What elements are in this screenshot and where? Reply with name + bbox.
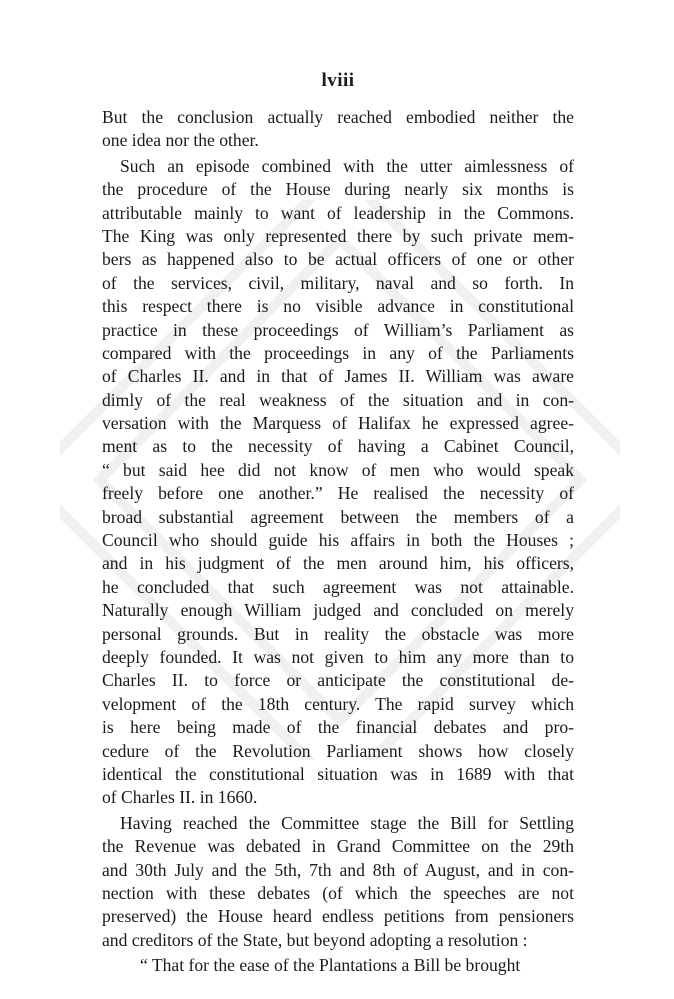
- text-line: dimly of the real weakness of the situation and in con-: [102, 389, 574, 410]
- text-line: versation with the Marquess of Halifax he expressed agree-: [102, 413, 574, 434]
- text-line: the Revenue was debated in Grand Committee on the 29th: [102, 836, 574, 857]
- text-line: deeply founded. It was not given to him any more than to: [102, 646, 574, 667]
- text-line: “ but said hee did not know of men who would speak: [102, 459, 574, 480]
- text-line: velopment of the 18th century. The rapid survey which: [102, 693, 574, 714]
- text-line: “ That for the ease of the Plantations a Bill be brought: [140, 955, 521, 976]
- text-line: of Charles II. in 1660.: [102, 787, 258, 808]
- paragraph: [102, 954, 574, 977]
- text-line: attributable mainly to want of leadership in the Commons.: [102, 202, 574, 223]
- text-line: Such an episode combined with the utter aimlessness of: [120, 155, 574, 176]
- paragraph: [102, 812, 574, 952]
- text-line: The King was only represented there by such private mem-: [102, 225, 574, 246]
- text-line: Charles II. to force or anticipate the constitutional de-: [102, 670, 574, 691]
- text-line: Naturally enough William judged and concluded on merely: [102, 600, 574, 621]
- text-line: ment as to the necessity of having a Cabinet Council,: [102, 436, 574, 457]
- paragraph: [102, 106, 574, 153]
- text-line: and creditors of the State, but beyond adopting a resolution :: [102, 929, 528, 950]
- text-line: bers as happened also to be actual officers of one or other: [102, 249, 574, 270]
- text-line: compared with the proceedings in any of the Parliaments: [102, 342, 574, 363]
- book-page: [102, 66, 574, 977]
- text-line: But the conclusion actually reached embodied neither the: [102, 107, 574, 127]
- paragraph: [102, 155, 574, 810]
- text-line: Having reached the Committee stage the Bill for Settling: [120, 812, 574, 833]
- text-line: one idea nor the other.: [102, 130, 259, 151]
- page-number: lviii: [321, 70, 355, 91]
- text-line: identical the constitutional situation was in 1689 with that: [102, 763, 574, 784]
- text-line: Council who should guide his affairs in both the Houses ;: [102, 530, 574, 551]
- text-line: of the services, civil, military, naval and so forth. In: [102, 272, 574, 293]
- text-line: practice in these proceedings of William’s Parliament as: [102, 319, 574, 340]
- text-line: is here being made of the financial debates and pro-: [102, 717, 574, 738]
- text-line: personal grounds. But in reality the obstacle was more: [102, 623, 574, 644]
- text-line: this respect there is no visible advance in constitutional: [102, 296, 574, 317]
- text-line: nection with these debates (of which the speeches are not: [102, 882, 574, 903]
- text-line: freely before one another.” He realised the necessity of: [102, 483, 574, 504]
- text-line: of Charles II. and in that of James II. William was aware: [102, 366, 574, 387]
- text-line: preserved) the House heard endless petitions from pensioners: [102, 906, 574, 927]
- text-line: he concluded that such agreement was not attainable.: [102, 576, 574, 597]
- text-line: and 30th July and the 5th, 7th and 8th of August, and in con-: [102, 859, 574, 880]
- text-line: broad substantial agreement between the members of a: [102, 506, 574, 527]
- body-text: [102, 106, 574, 977]
- text-line: the procedure of the House during nearly six months is: [102, 179, 574, 200]
- text-line: and in his judgment of the men around him, his officers,: [102, 553, 574, 574]
- text-line: cedure of the Revolution Parliament shows how closely: [102, 740, 574, 761]
